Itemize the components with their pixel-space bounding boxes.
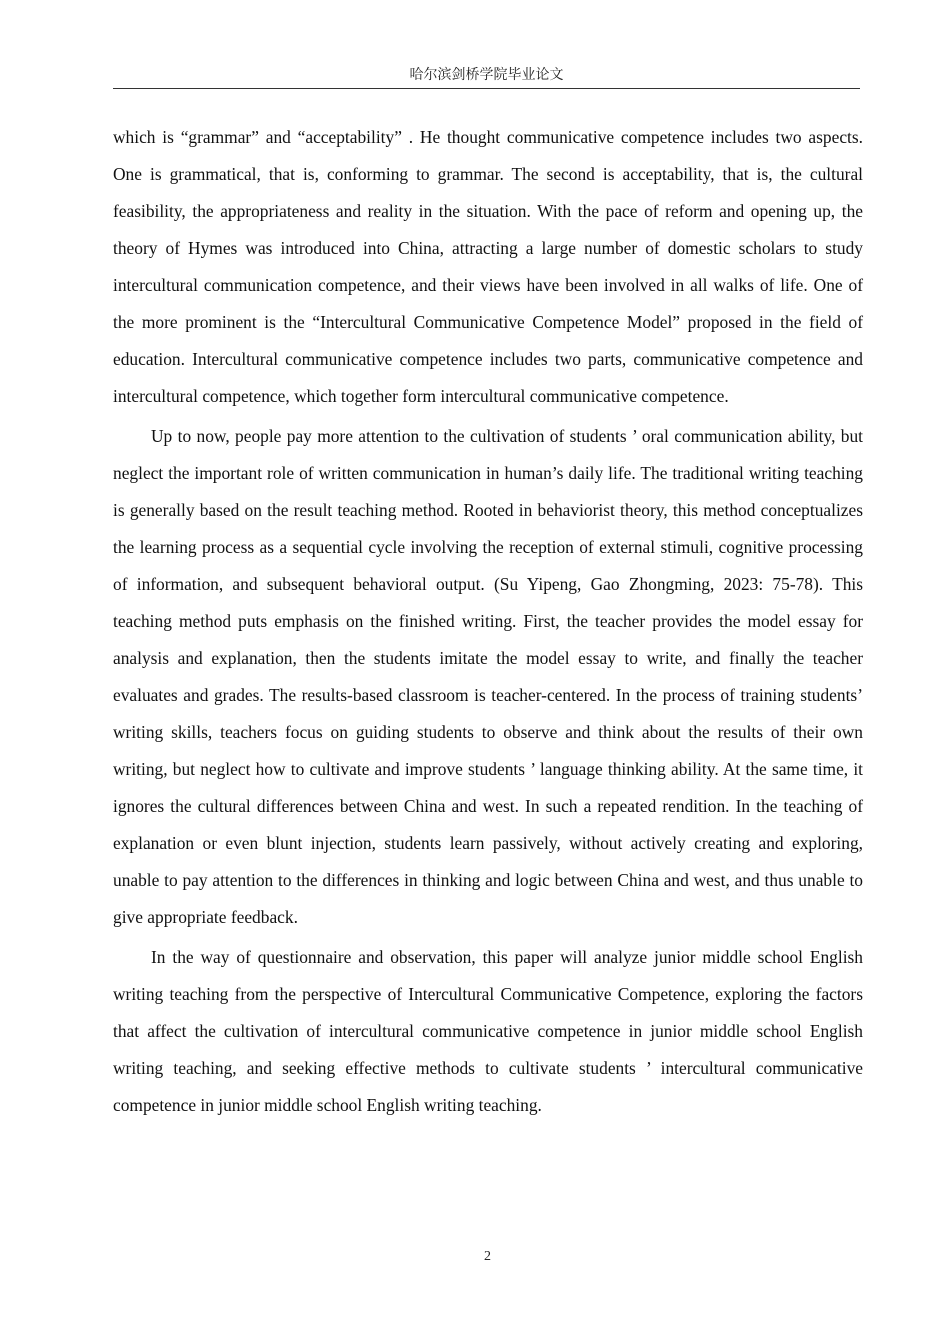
body-text <box>113 119 863 1124</box>
paragraph-3: In the way of questionnaire and observation, this paper will analyze junior middle school English writing teaching from the perspective of Intercultural Communicative Competence, exploring the factors that affect the cultivation of intercultural communicative competence in junior middle school English writing teaching, and seeking effective methods to cultivate students ’ intercultural communicative competence in junior middle school English writing teaching. <box>113 947 863 1115</box>
paragraph-1: which is “grammar” and “acceptability” . He thought communicative competence includes two aspects. One is grammatical, that is, conforming to grammar. The second is acceptability, that is, the cultural feasibility, the appropriateness and reality in the situation. With the pace of reform and opening up, the theory of Hymes was introduced into China, attracting a large number of domestic scholars to study intercultural communication competence, and their views have been involved in all walks of life. One of the more prominent is the “Intercultural Communicative Competence Model” proposed in the field of education. Intercultural communicative competence includes two parts, communicative competence and intercultural competence, which together form intercultural communicative competence. <box>113 127 863 406</box>
paragraph-2: Up to now, people pay more attention to the cultivation of students ’ oral communication ability, but neglect the important role of written communication in human’s daily life. The traditional writing teaching is generally based on the result teaching method. Rooted in behaviorist theory, this method conceptualizes the learning process as a sequential cycle involving the reception of external stimuli, cognitive processing of information, and subsequent behavioral output. (Su Yipeng, Gao Zhongming, 2023: 75-78). This teaching method puts emphasis on the finished writing. First, the teacher provides the model essay for analysis and explanation, then the students imitate the model essay to write, and finally the teacher evaluates and grades. The results-based classroom is teacher-centered. In the process of training students’ writing skills, teachers focus on guiding students to observe and think about the results of their own writing, but neglect how to cultivate and improve students ’ language thinking ability. At the same time, it ignores the cultural differences between China and west. In such a repeated rendition. In the teaching of explanation or even blunt injection, students learn passively, without actively creating and exploring, unable to pay attention to the differences in thinking and logic between China and west, and thus unable to give appropriate feedback. <box>113 426 863 927</box>
header-rule <box>113 88 860 89</box>
page-number: 2 <box>484 1249 491 1264</box>
running-header: 哈尔滨剑桥学院毕业论文 <box>409 67 564 83</box>
